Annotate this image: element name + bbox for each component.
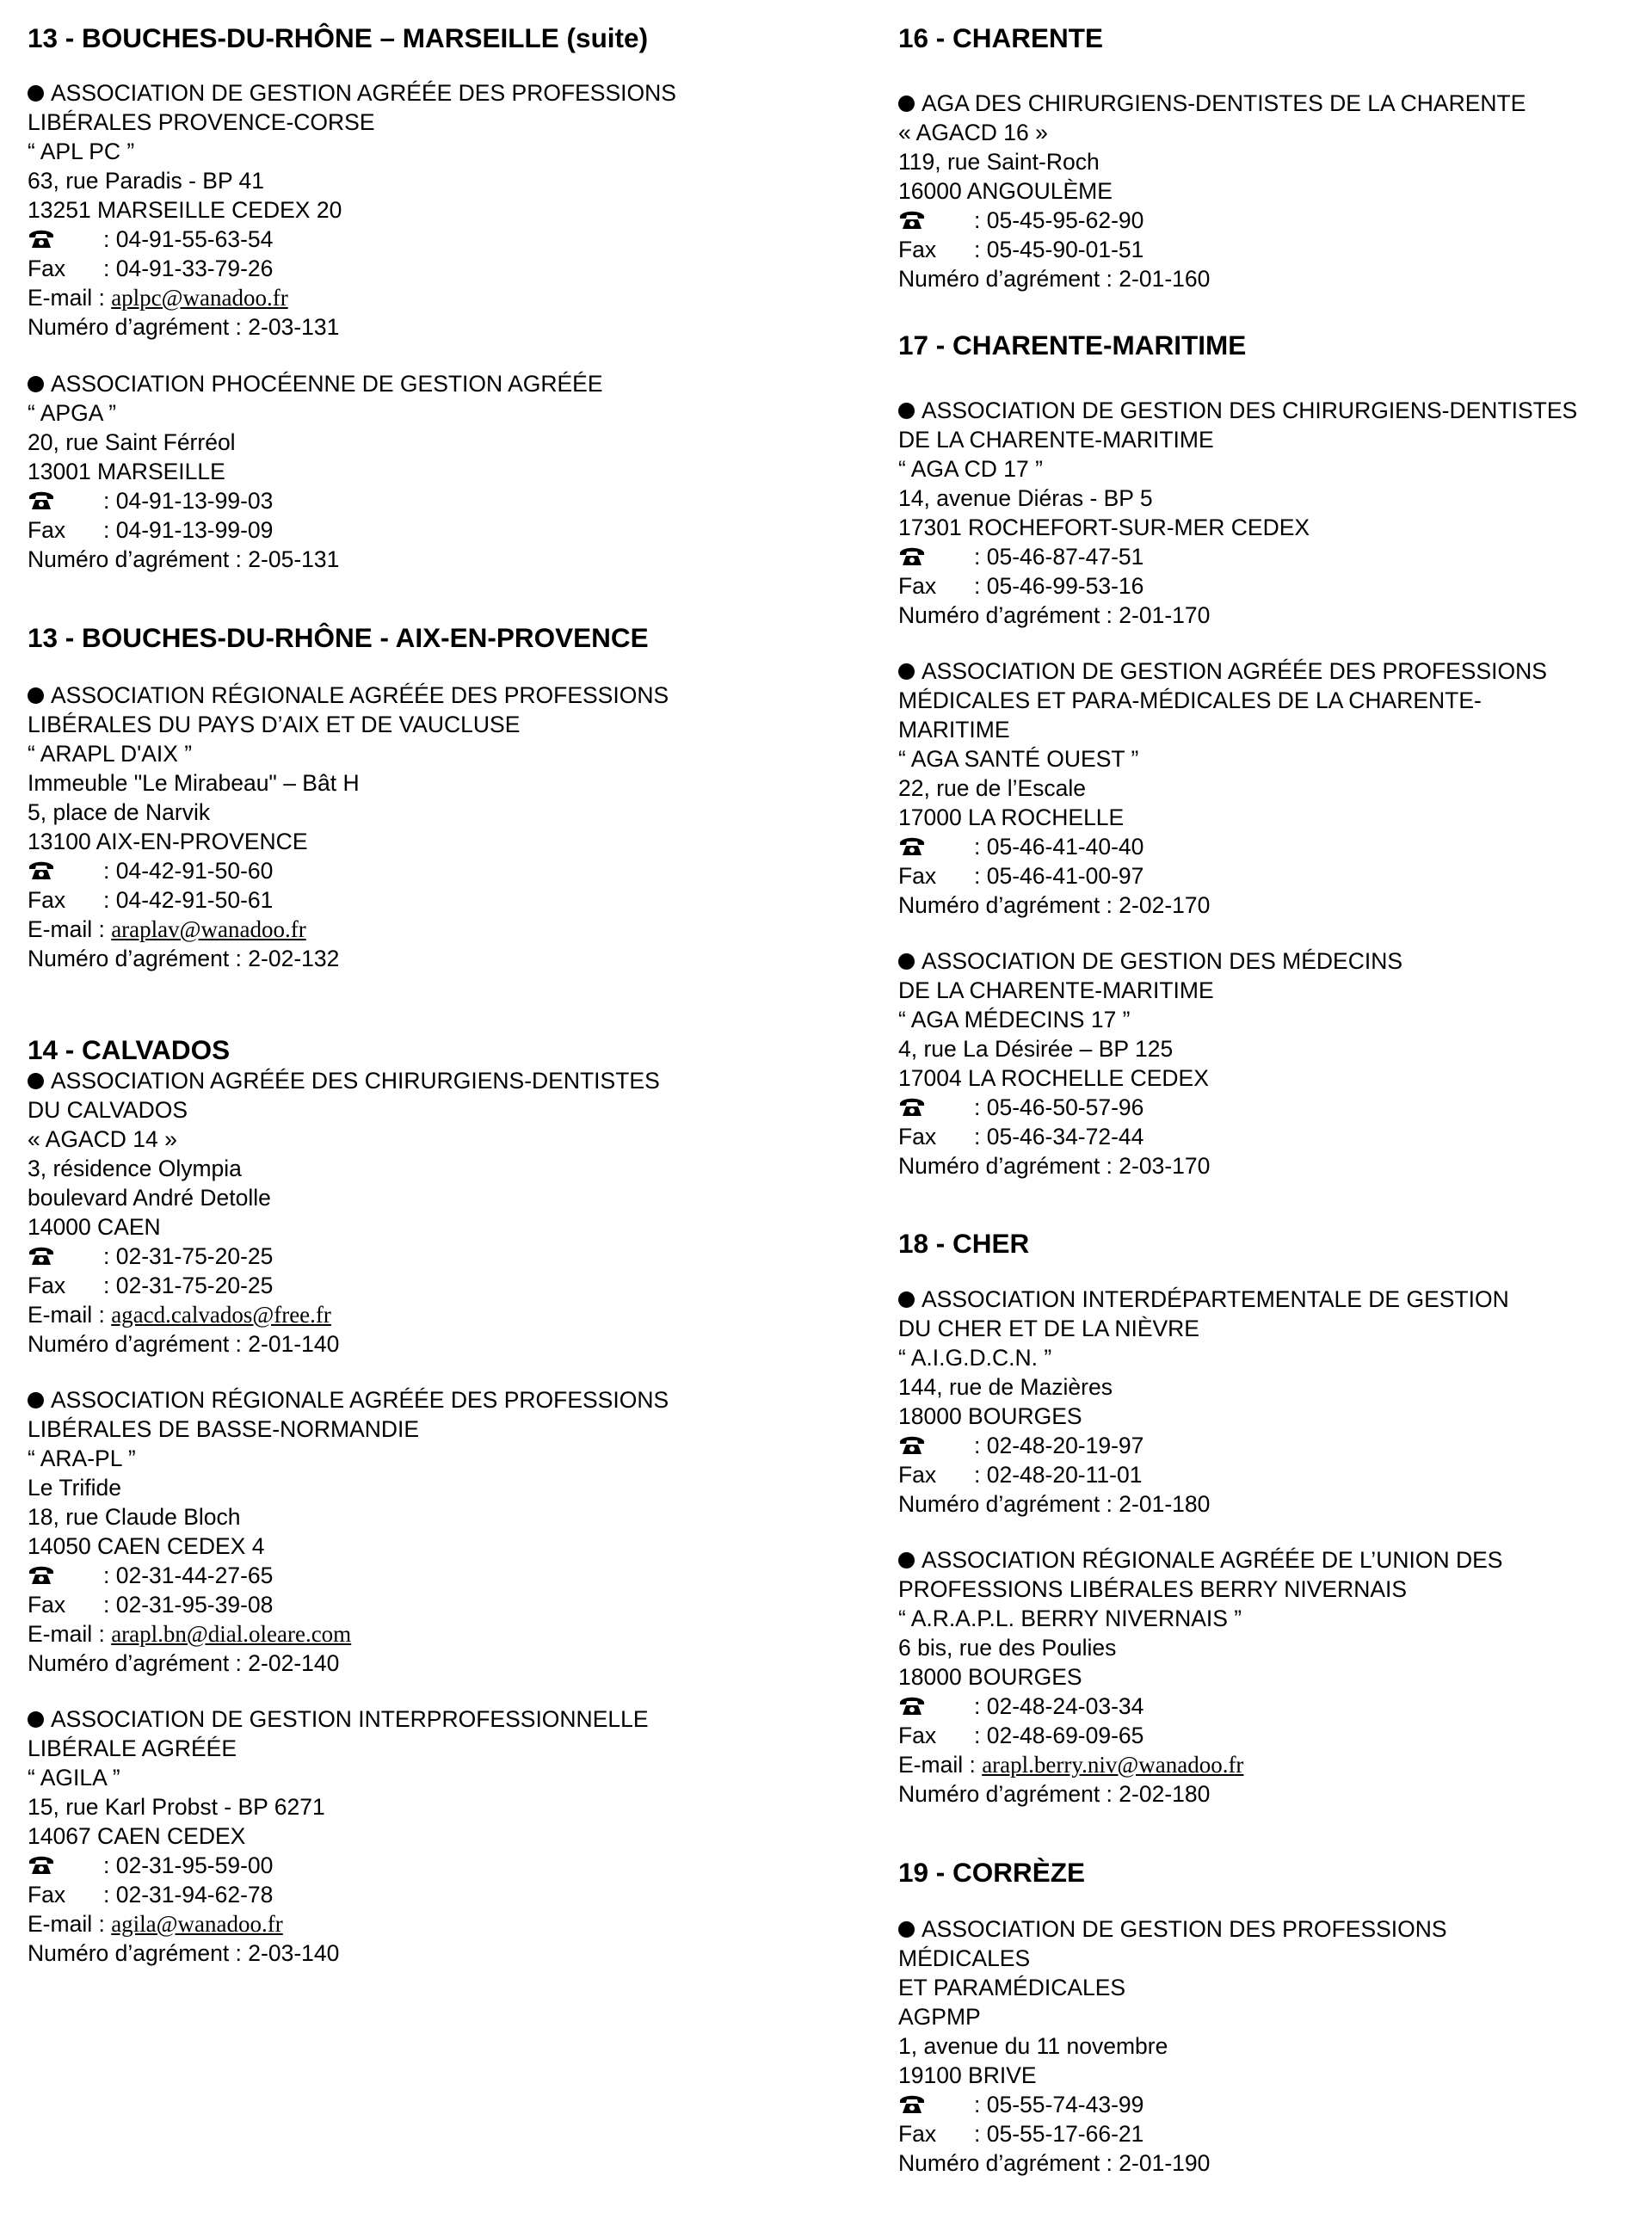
entry-name-line: DU CHER ET DE LA NIÈVRE: [898, 1316, 1199, 1341]
section-heading-19-correze: 19 - CORRÈZE: [898, 1857, 1086, 1888]
address-city: 17000 LA ROCHELLE: [898, 804, 1125, 830]
agrement-number: Numéro d’agrément : 2-01-170: [898, 602, 1211, 628]
entry-acronym: « AGACD 14 »: [28, 1126, 177, 1152]
entry-name-line: DU CALVADOS: [28, 1097, 188, 1123]
bullet-icon: [898, 953, 915, 970]
email-link[interactable]: arapl.bn@dial.oleare.com: [111, 1621, 352, 1647]
agrement-number: Numéro d’agrément : 2-01-160: [898, 266, 1211, 292]
telephone-icon: [898, 1097, 926, 1118]
section-heading-13-marseille: 13 - BOUCHES-DU-RHÔNE – MARSEILLE (suite): [28, 22, 649, 53]
entry-name-line: MÉDICALES ET PARA-MÉDICALES DE LA CHARENTE-: [898, 687, 1482, 713]
entry-agila: [28, 1704, 871, 1968]
bullet-icon: [898, 1921, 915, 1938]
address-street: 14, avenue Diéras - BP 5: [898, 485, 1153, 511]
bullet-icon: [28, 85, 44, 102]
email-line: E-mail : araplav@wanadoo.fr: [28, 916, 306, 942]
fax-line: Fax : 05-45-90-01-51: [898, 237, 1144, 262]
address-city: 13001 MARSEILLE: [28, 459, 225, 484]
fax-line: Fax : 04-91-13-99-09: [28, 517, 274, 543]
agrement-number: Numéro d’agrément : 2-02-140: [28, 1650, 340, 1676]
entry-apl-pc: [28, 78, 871, 342]
entry-aga-sante-ouest: [898, 656, 1652, 920]
bullet-icon: [28, 376, 44, 392]
fax-line: Fax : 02-31-95-39-08: [28, 1592, 274, 1618]
phone-line: : 05-45-95-62-90: [898, 206, 1652, 235]
entry-acronym: “ AGA SANTÉ OUEST ”: [898, 746, 1139, 772]
entry-aga-medecins-17: [898, 946, 1652, 1180]
phone-line: : 04-42-91-50-60: [28, 856, 871, 885]
email-line: E-mail : arapl.berry.niv@wanadoo.fr: [898, 1752, 1244, 1778]
entry-aga-cd-17: [898, 396, 1652, 630]
address-city: 14000 CAEN: [28, 1214, 161, 1240]
entry-name-line: ASSOCIATION AGRÉÉE DES CHIRURGIENS-DENTISTES: [28, 1066, 871, 1095]
entry-name-line: LIBÉRALES PROVENCE-CORSE: [28, 109, 375, 135]
entry-name-line: DE LA CHARENTE-MARITIME: [898, 977, 1214, 1003]
entry-name-line: LIBÉRALES DU PAYS D’AIX ET DE VAUCLUSE: [28, 712, 521, 737]
address-city: 14050 CAEN CEDEX 4: [28, 1533, 265, 1559]
email-link[interactable]: aplpc@wanadoo.fr: [111, 285, 288, 311]
entry-acronym: “ AGA MÉDECINS 17 ”: [898, 1007, 1131, 1032]
entry-arapl-berry-nivernais: [898, 1545, 1652, 1809]
entry-name-line: AGA DES CHIRURGIENS-DENTISTES DE LA CHARENTE: [898, 89, 1652, 118]
fax-line: Fax : 05-46-41-00-97: [898, 863, 1144, 889]
fax-line: Fax : 05-46-99-53-16: [898, 573, 1144, 599]
address-city: 17301 ROCHEFORT-SUR-MER CEDEX: [898, 515, 1310, 540]
telephone-icon: [28, 229, 55, 250]
telephone-icon: [28, 490, 55, 511]
telephone-icon: [898, 546, 926, 567]
fax-line: Fax : 02-31-94-62-78: [28, 1882, 274, 1908]
phone-line: : 05-46-87-47-51: [898, 542, 1652, 571]
phone-line: : 02-31-75-20-25: [28, 1242, 871, 1271]
entry-name-line: ASSOCIATION RÉGIONALE AGRÉÉE DES PROFESSIONS: [28, 1385, 871, 1415]
address-building: Immeuble "Le Mirabeau" – Bât H: [28, 770, 360, 796]
telephone-icon: [28, 1246, 55, 1267]
telephone-icon: [898, 1696, 926, 1717]
agrement-number: Numéro d’agrément : 2-01-140: [28, 1331, 340, 1357]
entry-name-line: PROFESSIONS LIBÉRALES BERRY NIVERNAIS: [898, 1576, 1408, 1602]
address-city: 13251 MARSEILLE CEDEX 20: [28, 197, 342, 223]
bullet-icon: [898, 663, 915, 680]
agrement-number: Numéro d’agrément : 2-05-131: [28, 546, 340, 572]
entry-name-line: ASSOCIATION DE GESTION DES PROFESSIONS: [898, 1914, 1652, 1944]
phone-line: : 04-91-13-99-03: [28, 486, 871, 515]
entry-name-line: LIBÉRALES DE BASSE-NORMANDIE: [28, 1416, 420, 1442]
bullet-icon: [28, 687, 44, 704]
entry-agacd-14: [28, 1066, 871, 1359]
entry-acronym: “ ARAPL D'AIX ”: [28, 741, 193, 767]
phone-line: : 02-48-24-03-34: [898, 1692, 1652, 1721]
fax-line: Fax : 04-42-91-50-61: [28, 887, 274, 913]
address-city: 19100 BRIVE: [898, 2062, 1037, 2088]
agrement-number: Numéro d’agrément : 2-03-131: [28, 314, 340, 340]
fax-line: Fax : 02-48-20-11-01: [898, 1462, 1143, 1488]
fax-line: Fax : 05-55-17-66-21: [898, 2121, 1144, 2147]
fax-line: Fax : 02-48-69-09-65: [898, 1723, 1144, 1748]
address-city: 18000 BOURGES: [898, 1403, 1082, 1429]
address-street: 22, rue de l’Escale: [898, 775, 1087, 801]
address-street: 6 bis, rue des Poulies: [898, 1635, 1117, 1661]
entry-acronym: “ APGA ”: [28, 400, 117, 426]
phone-line: : 05-55-74-43-99: [898, 2090, 1652, 2119]
fax-line: Fax : 04-91-33-79-26: [28, 256, 274, 281]
email-link[interactable]: agacd.calvados@free.fr: [111, 1302, 331, 1328]
bullet-icon: [898, 96, 915, 112]
entry-acronym: “ AGA CD 17 ”: [898, 456, 1043, 482]
telephone-icon: [898, 1435, 926, 1456]
bullet-icon: [898, 403, 915, 419]
agrement-number: Numéro d’agrément : 2-03-170: [898, 1153, 1211, 1179]
bullet-icon: [28, 1711, 44, 1728]
telephone-icon: [898, 210, 926, 231]
email-line: E-mail : agacd.calvados@free.fr: [28, 1302, 331, 1328]
agrement-number: Numéro d’agrément : 2-03-140: [28, 1940, 340, 1966]
entry-name-line: ASSOCIATION DE GESTION DES CHIRURGIENS-DENTISTES: [898, 396, 1652, 425]
section-heading-14-calvados: 14 - CALVADOS: [28, 1034, 231, 1065]
phone-line: : 04-91-55-63-54: [28, 225, 871, 254]
email-link[interactable]: agila@wanadoo.fr: [111, 1911, 283, 1937]
address-building: Le Trifide: [28, 1475, 122, 1501]
address-city: 13100 AIX-EN-PROVENCE: [28, 829, 308, 854]
entry-name-line: ASSOCIATION DE GESTION AGRÉÉE DES PROFESSIONS: [28, 78, 871, 108]
address-street: 119, rue Saint-Roch: [898, 149, 1100, 175]
email-line: E-mail : aplpc@wanadoo.fr: [28, 285, 288, 311]
address-building: 3, résidence Olympia: [28, 1156, 242, 1181]
phone-line: : 05-46-50-57-96: [898, 1093, 1652, 1122]
entry-acronym: “ APL PC ”: [28, 139, 135, 164]
entry-name-line: ASSOCIATION DE GESTION AGRÉÉE DES PROFESSIONS: [898, 656, 1652, 686]
entry-agpmp: [898, 1914, 1652, 2178]
entry-acronym: AGPMP: [898, 2004, 981, 2030]
address-city: 16000 ANGOULÈME: [898, 178, 1113, 204]
entry-apga: [28, 369, 871, 574]
telephone-icon: [28, 1565, 55, 1586]
fax-line: Fax : 05-46-34-72-44: [898, 1124, 1144, 1150]
entry-acronym: “ AGILA ”: [28, 1765, 120, 1791]
agrement-number: Numéro d’agrément : 2-02-132: [28, 946, 340, 971]
address-street: 1, avenue du 11 novembre: [898, 2033, 1168, 2059]
address-street: 144, rue de Mazières: [898, 1374, 1113, 1400]
telephone-icon: [28, 1855, 55, 1876]
email-line: E-mail : arapl.bn@dial.oleare.com: [28, 1621, 352, 1647]
entry-name-line: ASSOCIATION DE GESTION INTERPROFESSIONNELLE: [28, 1704, 871, 1734]
bullet-icon: [28, 1392, 44, 1408]
telephone-icon: [898, 836, 926, 857]
address-city: 14067 CAEN CEDEX: [28, 1823, 246, 1849]
agrement-number: Numéro d’agrément : 2-01-190: [898, 2150, 1211, 2176]
entry-name-line: ASSOCIATION PHOCÉENNE DE GESTION AGRÉÉE: [28, 369, 871, 398]
entry-name-line: LIBÉRALE AGRÉÉE: [28, 1735, 237, 1761]
address-street: 4, rue La Désirée – BP 125: [898, 1036, 1174, 1062]
bullet-icon: [28, 1073, 44, 1089]
phone-line: : 02-31-95-59-00: [28, 1851, 871, 1880]
entry-acronym: “ A.I.G.D.C.N. ”: [898, 1345, 1052, 1371]
phone-line: : 05-46-41-40-40: [898, 832, 1652, 861]
entry-name-line: DE LA CHARENTE-MARITIME: [898, 427, 1214, 453]
telephone-icon: [898, 2094, 926, 2115]
entry-agacd-16: [898, 89, 1652, 293]
entry-ara-pl: [28, 1385, 871, 1678]
telephone-icon: [28, 860, 55, 881]
entry-acronym: “ ARA-PL ”: [28, 1445, 136, 1471]
address-street: 63, rue Paradis - BP 41: [28, 168, 264, 194]
entry-acronym: « AGACD 16 »: [898, 120, 1048, 145]
entry-name-line: MARITIME: [898, 717, 1010, 743]
address-street: 18, rue Claude Bloch: [28, 1504, 241, 1530]
entry-name-line: ASSOCIATION INTERDÉPARTEMENTALE DE GESTION: [898, 1285, 1652, 1314]
section-heading-13-aix: 13 - BOUCHES-DU-RHÔNE - AIX-EN-PROVENCE: [28, 622, 649, 653]
address-city: 17004 LA ROCHELLE CEDEX: [898, 1065, 1209, 1091]
phone-line: : 02-48-20-19-97: [898, 1431, 1652, 1460]
entry-name-line: ET PARAMÉDICALES: [898, 1975, 1126, 2000]
phone-line: : 02-31-44-27-65: [28, 1561, 871, 1590]
address-street: 15, rue Karl Probst - BP 6271: [28, 1794, 325, 1820]
fax-line: Fax : 02-31-75-20-25: [28, 1273, 274, 1298]
address-street: 20, rue Saint Férréol: [28, 429, 236, 455]
section-heading-17-charente-maritime: 17 - CHARENTE-MARITIME: [898, 330, 1247, 361]
entry-acronym: “ A.R.A.P.L. BERRY NIVERNAIS ”: [898, 1606, 1242, 1631]
entry-name-line: MÉDICALES: [898, 1945, 1031, 1971]
agrement-number: Numéro d’agrément : 2-01-180: [898, 1491, 1211, 1517]
agrement-number: Numéro d’agrément : 2-02-180: [898, 1781, 1211, 1807]
entry-name-line: ASSOCIATION RÉGIONALE AGRÉÉE DES PROFESSIONS: [28, 681, 871, 710]
entry-aigdcn: [898, 1285, 1652, 1519]
email-link[interactable]: arapl.berry.niv@wanadoo.fr: [982, 1752, 1244, 1778]
email-line: E-mail : agila@wanadoo.fr: [28, 1911, 283, 1937]
entry-arapl-aix: [28, 681, 871, 973]
address-city: 18000 BOURGES: [898, 1664, 1082, 1690]
entry-name-line: ASSOCIATION DE GESTION DES MÉDECINS: [898, 946, 1652, 976]
agrement-number: Numéro d’agrément : 2-02-170: [898, 892, 1211, 918]
address-street: boulevard André Detolle: [28, 1185, 271, 1211]
entry-name-line: ASSOCIATION RÉGIONALE AGRÉÉE DE L’UNION DES: [898, 1545, 1652, 1575]
address-street: 5, place de Narvik: [28, 799, 211, 825]
section-heading-16-charente: 16 - CHARENTE: [898, 22, 1104, 53]
email-link[interactable]: araplav@wanadoo.fr: [111, 916, 306, 942]
bullet-icon: [898, 1552, 915, 1569]
bullet-icon: [898, 1291, 915, 1308]
section-heading-18-cher: 18 - CHER: [898, 1228, 1030, 1259]
